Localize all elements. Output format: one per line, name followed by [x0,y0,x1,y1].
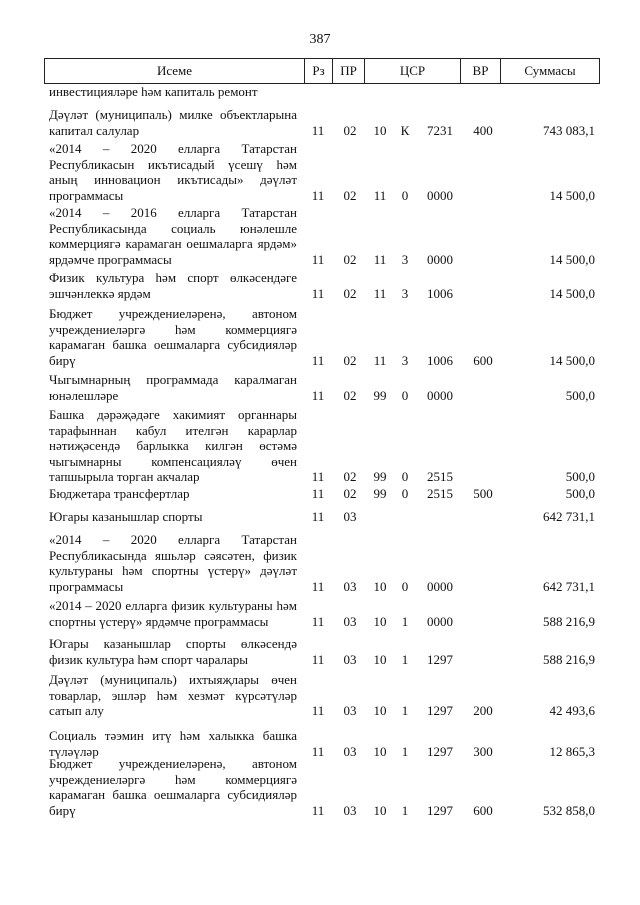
row-name-line: спортны үстерү» ярдәмче программасы [49,613,269,629]
cell-c1: 10 [373,802,387,818]
row-name-line: Башка дәрәҗәдәге хакимият органнары [49,407,297,422]
cell-c1: 10 [373,703,387,718]
row-name-line: Дәүләт (муниципаль) милке объектларына [49,107,297,122]
row-name [49,205,297,267]
cell-c3: 1297 [427,743,453,759]
cell-pr: 02 [343,469,357,484]
cell-c2: 0 [401,469,409,484]
row-name [49,107,297,138]
row-name-line: «2014 – 2020 елларга Татарстан [49,532,297,547]
cell-c1: 10 [373,651,387,667]
cell-pr: 03 [343,509,357,524]
cell-c3: 1297 [427,703,453,718]
cell-pr: 02 [343,387,357,403]
cell-sum: 14 500,0 [549,285,595,301]
cell-c1: 11 [373,251,387,267]
page-number: 387 [309,32,331,47]
cell-pr: 03 [343,703,357,718]
row-name-line: Республикасын икътисадый үсешү һәм [49,156,297,172]
cell-c3: 1006 [427,352,453,368]
cell-c1: 10 [373,122,387,138]
header-csr: ЦСР [365,59,461,83]
row-name [49,306,297,368]
row-name [49,486,297,502]
cell-rz: 11 [311,802,325,818]
header-pr: ПР [333,59,365,83]
row-name [49,728,297,759]
row-name-line: аның инновацион икътисады» дәүләт [49,172,297,187]
cell-rz: 11 [311,187,325,203]
cell-rz: 11 [311,387,325,403]
cell-vr: 400 [473,122,493,138]
cell-sum: 532 858,0 [543,802,595,818]
cell-pr: 02 [343,187,357,203]
row-name-line: тапшырыла торган акчалар [49,469,200,484]
row-name-line: түләүләр [49,743,99,759]
cell-c2: 3 [401,251,409,267]
row-name-line: учреждениеләргә һәм коммерциягә [49,771,297,787]
cell-pr: 03 [343,578,357,594]
row-name-line: «2014 – 2016 елларга Татарстан [49,205,297,220]
row-name-line: эшчәнлеккә ярдәм [49,285,151,301]
row-name [49,598,297,629]
cell-pr: 03 [343,802,357,818]
header-rz: Рз [305,59,333,83]
cell-vr: 300 [473,743,493,759]
cell-pr: 02 [343,352,357,368]
cell-c1: 10 [373,743,387,759]
cell-sum: 14 500,0 [549,187,595,203]
cell-c2: 0 [401,578,409,594]
row-name-line: Чыгымнарның программада каралмаган [49,372,297,387]
cell-pr: 02 [343,251,357,267]
row-name-line: программасы [49,578,124,594]
row-name-line: бирү [49,802,76,818]
cell-c3: 1297 [427,651,453,667]
row-name-line: капитал салулар [49,122,140,138]
cell-c2: 3 [401,285,409,301]
cell-pr: 02 [343,122,357,138]
cell-c3: 0000 [427,387,453,403]
cell-sum: 588 216,9 [543,651,595,667]
cell-sum: 14 500,0 [549,352,595,368]
cell-sum: 500,0 [565,486,595,501]
cell-rz: 11 [311,285,325,301]
cell-c1: 11 [373,187,387,203]
cell-rz: 11 [311,703,325,718]
cell-sum: 12 865,3 [549,743,595,759]
row-name-line: товарлар, эшләр һәм хезмәт күрсәтүләр [49,687,297,703]
row-name [49,407,297,485]
cell-c3: 0000 [427,251,453,267]
cell-c1: 10 [373,613,387,629]
cell-pr: 03 [343,743,357,759]
cell-c3: 7231 [427,122,453,138]
row-name-line: «2014 – 2020 елларга Татарстан [49,141,297,156]
row-name-line: Бюджет учреждениеләренә, автоном [49,306,297,321]
row-name-line: Республикасында социаль юнәлешле [49,220,297,236]
cell-sum: 14 500,0 [549,251,595,267]
cell-vr: 500 [473,486,493,501]
row-name-line: физик культура һәм спорт чаралары [49,651,248,667]
row-name-line: Социаль тәэмин итү һәм халыкка башка [49,728,297,743]
cell-c3: 2515 [427,469,453,484]
cell-c1: 99 [373,387,387,403]
row-name-line: сатып алу [49,703,104,718]
cell-c2: К [400,122,410,138]
row-name-line: Физик культура һәм спорт өлкәсендәге [49,270,297,285]
cell-rz: 11 [311,486,325,501]
row-name-line: Республикасында яшьләр сәясәтен, физик [49,547,297,563]
row-name-line: ярдәмче программасы [49,251,172,267]
row-name-line: инвестицияләре һәм капиталь ремонт [49,84,258,99]
cell-pr: 03 [343,651,357,667]
cell-rz: 11 [311,613,325,629]
cell-rz: 11 [311,509,325,524]
table-header [44,58,600,84]
row-name-line: карамаган башка оешмаларга субсидияләр [49,787,297,802]
cell-sum: 500,0 [565,387,595,403]
cell-c1: 99 [373,469,387,484]
cell-c1: 10 [373,578,387,594]
row-name-line: бирү [49,352,76,368]
row-name-line: Бюджет учреждениеләренә, автоном [49,756,297,771]
row-name [49,672,297,719]
cell-sum: 743 083,1 [543,122,595,138]
cell-c3: 0000 [427,187,453,203]
row-name-line: «2014 – 2020 елларга физик культураны һәм [49,598,297,613]
row-name-line: учреждениеләргә һәм коммерциягә [49,321,297,337]
cell-pr: 02 [343,285,357,301]
cell-c2: 1 [401,743,409,759]
header-sum: Суммасы [524,63,576,78]
row-name-line: Югары казанышлар спорты [49,509,203,524]
header-vr: ВР [461,59,501,83]
cell-c2: 1 [401,703,409,718]
cell-rz: 11 [311,578,325,594]
cell-c1: 99 [373,486,387,501]
cell-c1: 11 [373,352,387,368]
row-name [49,756,297,818]
cell-rz: 11 [311,352,325,368]
cell-vr: 600 [473,802,493,818]
row-name-line: чыгымнарны компенсацияләү өчен [49,453,297,469]
cell-sum: 588 216,9 [543,613,595,629]
cell-c2: 0 [401,187,409,203]
row-name [49,270,297,301]
row-name-line: Дәүләт (муниципаль) ихтыяҗлары өчен [49,672,297,687]
row-name-line: программасы [49,187,124,203]
cell-sum: 642 731,1 [543,509,595,524]
cell-c3: 1297 [427,802,453,818]
cell-rz: 11 [311,651,325,667]
cell-vr: 600 [473,352,493,368]
header-name: Исеме [45,59,305,83]
cell-c2: 1 [401,613,409,629]
cell-c2: 0 [401,387,409,403]
cell-c2: 3 [401,352,409,368]
cell-vr: 200 [473,703,493,718]
cell-rz: 11 [311,743,325,759]
row-name [49,141,297,203]
cell-pr: 03 [343,613,357,629]
cell-c3: 0000 [427,613,453,629]
row-name [49,509,297,525]
cell-rz: 11 [311,251,325,267]
cell-c3: 1006 [427,285,453,301]
cell-pr: 02 [343,486,357,501]
cell-rz: 11 [311,122,325,138]
row-name [49,532,297,594]
row-name-line: карамаган башка оешмаларга субсидияләр [49,337,297,352]
cell-sum: 42 493,6 [549,703,595,718]
cell-sum: 500,0 [565,469,595,484]
row-name-line: юнәлешләре [49,387,119,403]
row-name-line: Югары казанышлар спорты өлкәсендә [49,636,297,651]
cell-c2: 1 [401,651,409,667]
row-name-line: тарафыннан кабул ителгән карарлар [49,422,297,438]
cell-c2: 0 [401,486,409,501]
row-name [49,372,297,403]
cell-c1: 11 [373,285,387,301]
row-name-line: культураны һәм спортны үстерү» дәүләт [49,563,297,578]
row-name [49,84,297,100]
cell-c2: 1 [401,802,409,818]
cell-c3: 0000 [427,578,453,594]
cell-rz: 11 [311,469,325,484]
row-name [49,636,297,667]
row-name-line: Бюджетара трансфертлар [49,486,190,501]
row-name-line: коммерциягә карамаган оешмаларга ярдәм» [49,236,297,251]
cell-c3: 2515 [427,486,453,501]
row-name-line: нәтиҗәсендә барлыкка килгән өстәмә [49,438,297,453]
cell-sum: 642 731,1 [543,578,595,594]
